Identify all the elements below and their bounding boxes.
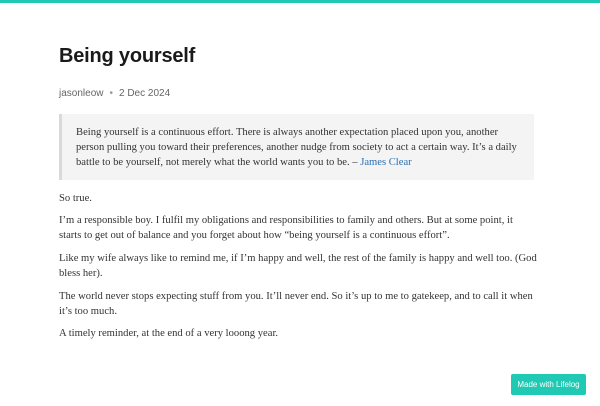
top-accent-bar (0, 0, 600, 3)
post-title: Being yourself (59, 45, 196, 67)
made-with-lifelog-button[interactable]: Made with Lifelog (511, 374, 586, 395)
quote-text: Being yourself is a continuous effort. There is always another expectation placed upon you, another person pulling you toward their preferences, another nudge from society to act a certain way. It’s a daily battle to be yourself, not merely what the world wants you to be. – (76, 127, 517, 168)
paragraph: I’m a responsible boy. I fulfil my obligations and responsibilities to family and others. But at some point, it starts to get out of balance and you forget about how “being yourself is a continuous effort”. (59, 215, 513, 241)
quote-attribution-link[interactable]: James Clear (360, 157, 412, 168)
paragraph: So true. (59, 193, 92, 204)
post-date: 2 Dec 2024 (119, 88, 171, 99)
paragraph: A timely reminder, at the end of a very looong year. (59, 328, 279, 339)
post-meta (59, 88, 170, 99)
paragraph: Like my wife always like to remind me, if I’m happy and well, the rest of the family is happy and well too. (God bless her). (59, 253, 537, 279)
paragraph: The world never stops expecting stuff from you. It’ll never end. So it’s up to me to gatekeep, and to call it when it’s too much. (59, 291, 533, 317)
meta-separator: • (109, 88, 113, 99)
blockquote (59, 114, 534, 180)
author-link[interactable]: jasonleow (59, 88, 104, 99)
